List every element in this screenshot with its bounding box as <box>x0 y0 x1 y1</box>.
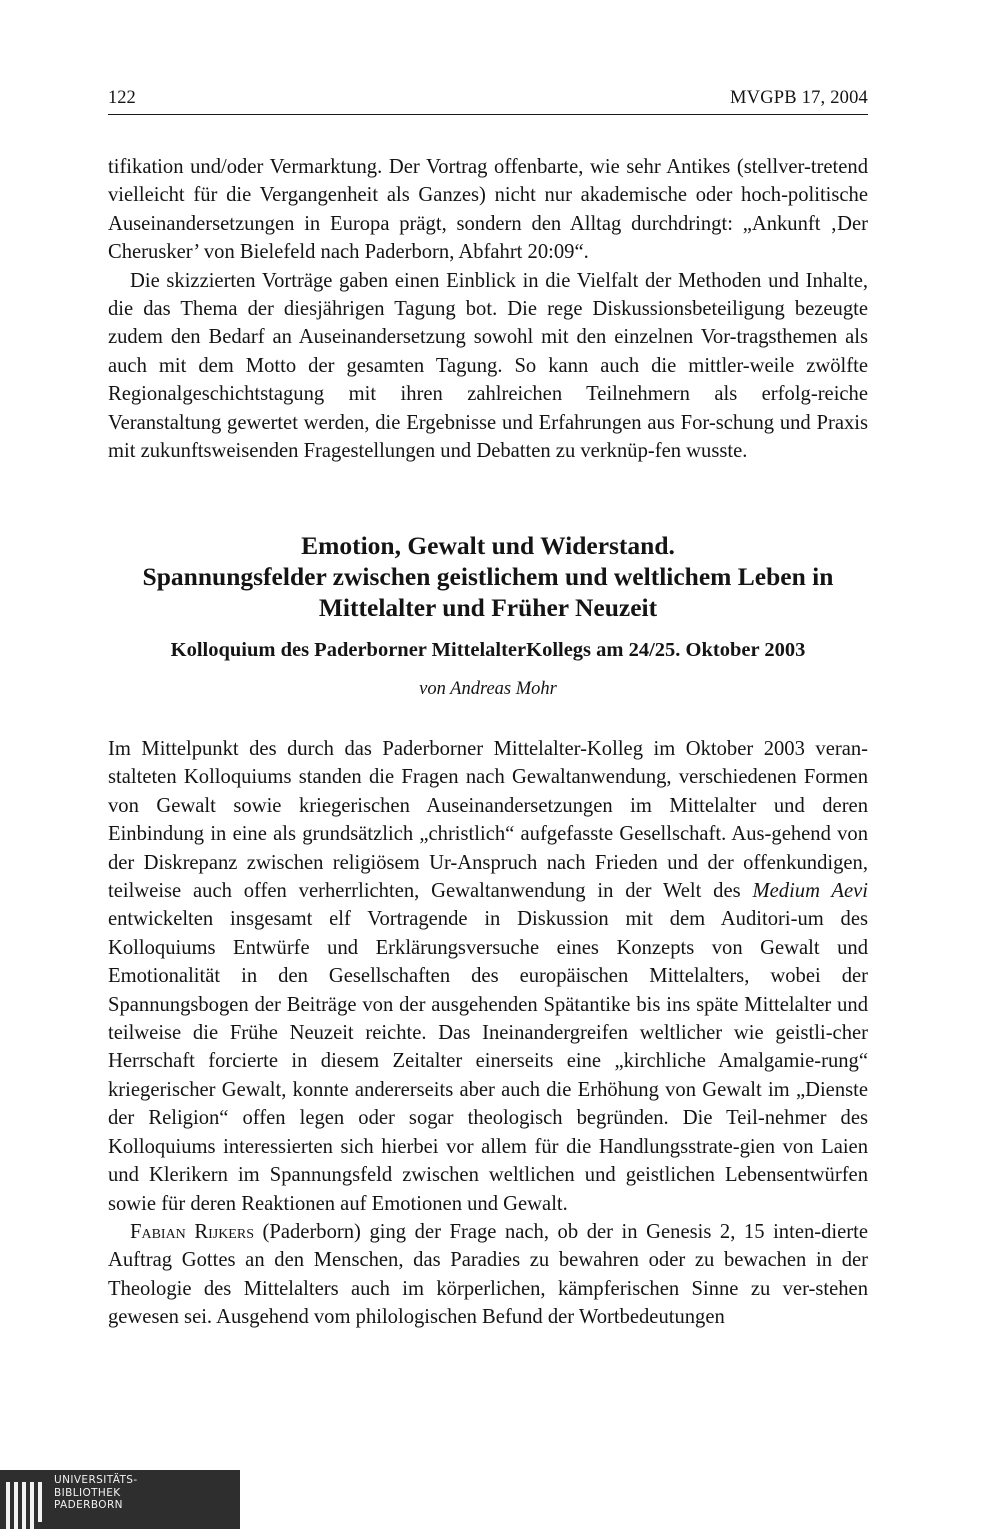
intro-paragraph-1: tifikation und/oder Vermarktung. Der Vortrag offenbarte, wie sehr Antikes (stellver-tretend vielleicht für die Vergangenheit als Ganzes) nicht nur akademische oder hoch-politische Auseinandersetzungen in Europa prägt, sondern den Alltag durchdringt: „Ankunft ‚Der Cherusker’ von Bielefeld nach Paderborn, Abfahrt 20:09“. <box>108 156 868 264</box>
main-paragraph-1-part-a: Im Mittelpunkt des durch das Paderborner Mittelalter-Kolleg im Oktober 2003 veran-stalteten Kolloquiums standen die Fragen nach Gewaltanwendung, verschiedenen Formen von Gewalt sowie kriegerischen Auseinandersetzungen im Mittelalter und deren Einbindung in eine als grundsätzlich „christlich“ aufgefasste Gesellschaft. Aus-gehend von der Diskrepanz zwischen religiösem Ur-Anspruch nach Frieden und der offenkundigen, teilweise auch offen verherrlichten, Gewaltanwendung in der Welt des <box>108 738 868 903</box>
main-text-block <box>108 735 868 1332</box>
main-paragraph-2 <box>108 1218 868 1332</box>
article-heading <box>108 530 868 700</box>
logo-line-3: PADERBORN <box>54 1499 123 1511</box>
logo-line-2: BIBLIOTHEK <box>54 1486 121 1499</box>
medium-aevi-term: Medium Aevi <box>752 880 869 903</box>
main-paragraph-1-part-b: entwickelten insgesamt elf Vortragende in Diskussion mit dem Auditori-um des Kolloquiums Entwürfe und Erklärungsversuche eines Konzepts von Gewalt und Emotionalität in den Gesellschaften des europäischen Mittelalters, wobei der Spannungsbogen der Beiträge von der ausgehenden Spätantike bis ins späte Mittelalter und teilweise die Frühe Neuzeit reichte. Das Ineinandergreifen weltlicher wie geistli-cher Herrschaft forcierte in diesem Zeitalter einerseits eine „kirchliche Amalgamie-rung“ kriegerischer Gewalt, konnte andererseits aber auch die Erhöhung von Gewalt im „Dienste der Religion“ offen legen oder sogar theologisch begründen. Die Teil-nehmer des Kolloquiums interessierten sich hierbei vor allem für die Handlungsstrate-gien von Laien und Klerikern im Spannungsfeld zwischen weltlichen und geistlichen Lebensentwürfen sowie für deren Reaktionen auf Emotionen und Gewalt. <box>108 908 868 1215</box>
logo-line-1: UNIVERSITÄTS- <box>54 1474 138 1486</box>
article-byline: von Andreas Mohr <box>419 679 557 699</box>
main-paragraph-2-text: (Paderborn) ging der Frage nach, ob der in Genesis 2, 15 inten-dierte Auftrag Gottes an den Menschen, das Paradies zu bewahren oder zu bewachen in der Theologie des Mittelalters auch im körperlichen, kämpferischen Sinne zu ver-stehen gewesen sei. Ausgehend vom philologischen Befund der Wortbedeutungen <box>108 1220 868 1329</box>
document-page <box>108 0 868 1529</box>
running-header <box>108 86 868 115</box>
page-number: 122 <box>108 88 136 108</box>
article-title-line-3: Mittelalter und Früher Neuzeit <box>318 593 658 622</box>
intro-paragraph-2: Die skizzierten Vorträge gaben einen Einblick in die Vielfalt der Methoden und Inhalte, die das Thema der diesjährigen Tagung bot. Die rege Diskussionsbeteiligung bezeugte zudem den Bedarf an Auseinandersetzung sowohl mit den einzelnen Vor-tragsthemen als auch mit dem Motto der gesamten Tagung. So kann auch die mittler-weile zwölfte Regionalgeschichtstagung mit ihren zahlreichen Teilnehmern als erfolg-reiche Veranstaltung gewertet werden, die Ergebnisse und Erfahrungen aus For-schung und Praxis mit zukunftsweisenden Fragestellungen und Debatten zu verknüp-fen wusste. <box>108 269 868 463</box>
speaker-name: Fabian Rijkers <box>130 1220 254 1243</box>
intro-text-block <box>108 153 868 465</box>
article-title-line-1: Emotion, Gewalt und Widerstand. <box>301 531 675 560</box>
main-paragraph-1 <box>108 735 868 1218</box>
logo-bars-icon <box>6 1482 48 1529</box>
journal-citation: MVGPB 17, 2004 <box>730 88 868 108</box>
article-subtitle: Kolloquium des Paderborner MittelalterKollegs am 24/25. Oktober 2003 <box>170 639 806 661</box>
article-title-line-2: Spannungsfelder zwischen geistlichem und weltlichem Leben in <box>142 562 834 591</box>
logo-text <box>54 1474 138 1512</box>
article-title <box>108 530 868 623</box>
library-logo <box>0 1470 240 1529</box>
